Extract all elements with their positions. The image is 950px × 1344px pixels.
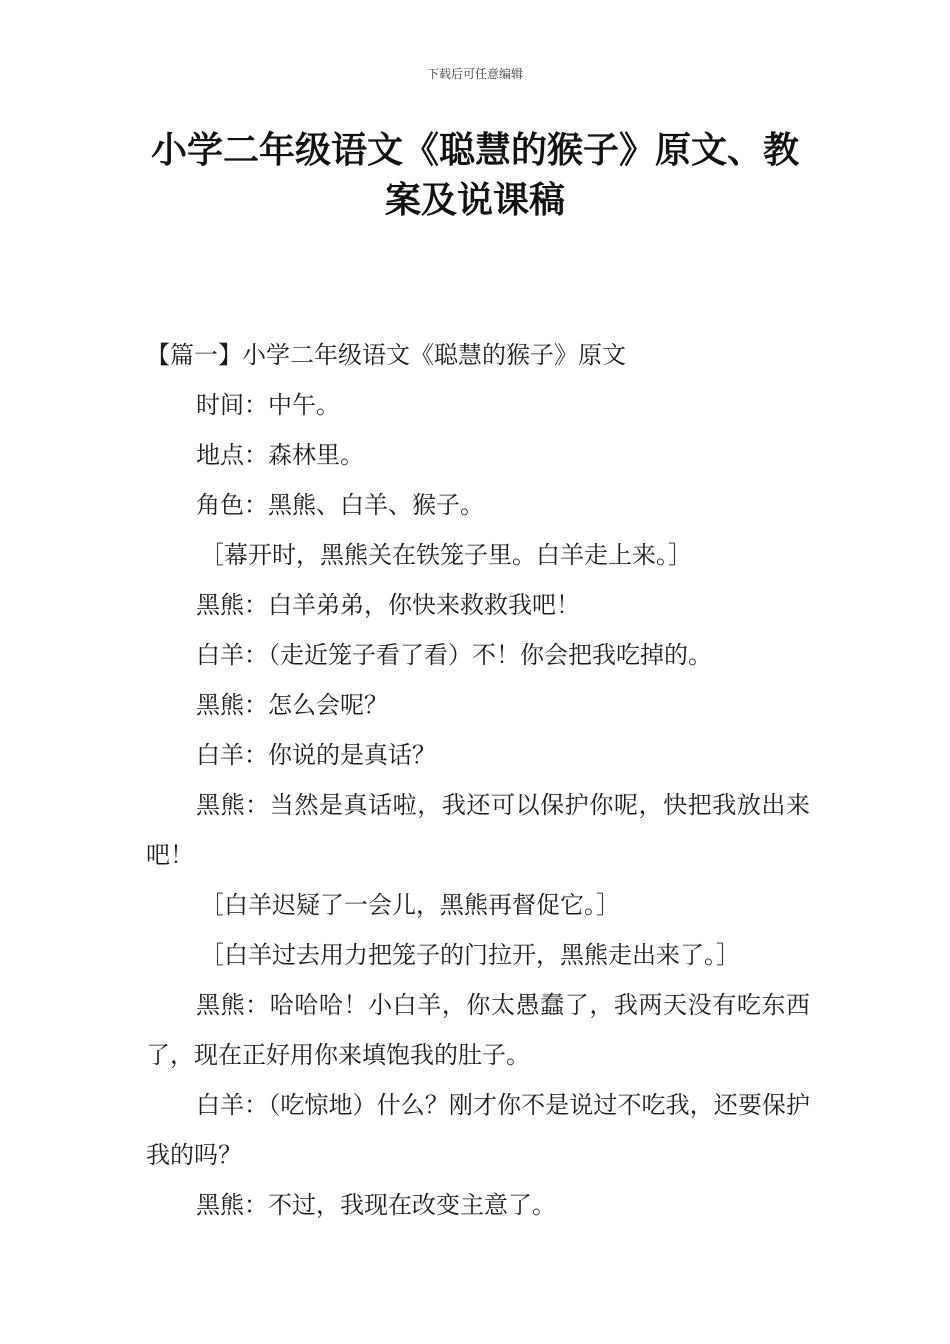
paragraph-roles: 角色：黑熊、白羊、猴子。 bbox=[196, 491, 484, 519]
dialogue-line: 黑熊：不过，我现在改变主意了。 bbox=[196, 1191, 556, 1219]
paragraph-place: 地点：森林里。 bbox=[196, 441, 364, 469]
page-header-note: 下载后可任意编辑 bbox=[426, 67, 523, 81]
dialogue-line: 黑熊：怎么会呢？ bbox=[196, 691, 388, 719]
dialogue-line: 黑熊：哈哈哈！小白羊，你太愚蠢了，我两天没有吃东西了，现在正好用你来填饱我的肚子。 bbox=[146, 991, 810, 1069]
stage-direction: ［幕开时，黑熊关在铁笼子里。白羊走上来。］ bbox=[200, 541, 692, 569]
dialogue-line: 黑熊：当然是真话啦，我还可以保护你呢，快把我放出来吧！ bbox=[146, 791, 810, 869]
stage-direction: ［白羊迟疑了一会儿，黑熊再督促它。］ bbox=[200, 891, 620, 919]
dialogue-line: 白羊：你说的是真话？ bbox=[196, 741, 436, 769]
dialogue-line: 白羊：（吃惊地）什么？刚才你不是说过不吃我，还要保护我的吗？ bbox=[146, 1091, 810, 1169]
document-body bbox=[146, 330, 810, 1230]
section-heading: 【篇一】小学二年级语文《聪慧的猴子》原文 bbox=[146, 341, 626, 369]
dialogue-line: 白羊：（走近笼子看了看）不！你会把我吃掉的。 bbox=[196, 641, 712, 669]
stage-direction: ［白羊过去用力把笼子的门拉开，黑熊走出来了。］ bbox=[200, 941, 740, 969]
dialogue-line: 黑熊：白羊弟弟，你快来救救我吧！ bbox=[196, 591, 580, 619]
document-title: 小学二年级语文《聪慧的猴子》原文、教案及说课稿 bbox=[150, 130, 799, 221]
paragraph-time: 时间：中午。 bbox=[196, 391, 340, 419]
